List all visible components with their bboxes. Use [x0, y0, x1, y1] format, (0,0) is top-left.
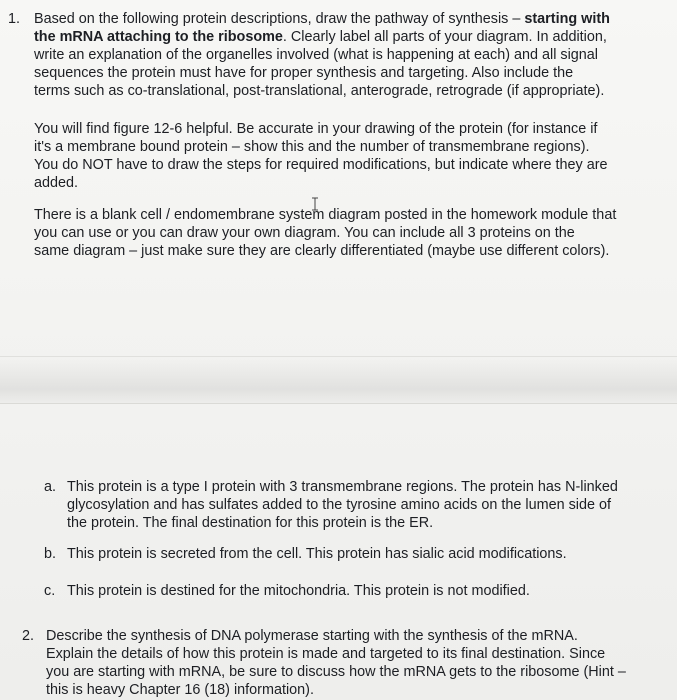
sub-item-a-line-2: glycosylation and has sulfates added to the tyrosine amino acids on the lumen side of — [67, 497, 611, 513]
sub-item-b — [67, 545, 567, 563]
figure-guidance-line-1: You will find figure 12-6 helpful. Be accurate in your drawing of the protein (for instance if — [34, 121, 598, 137]
sub-item-a — [67, 478, 618, 532]
instructions-line-4: sequences the protein must have for proper synthesis and targeting. Also include the — [34, 65, 574, 81]
question-2-line-1: Describe the synthesis of DNA polymerase starting with the synthesis of the mRNA. — [46, 628, 578, 644]
instructions-line-2 — [34, 28, 610, 46]
sub-item-c-letter: c. — [44, 583, 56, 599]
diagram-note-line-2: you can use or you can draw your own diagram. You can include all 3 proteins on the — [34, 225, 575, 241]
sub-item-a-letter: a. — [44, 479, 57, 495]
sub-item-c-line-1: This protein is destined for the mitochondria. This protein is not modified. — [67, 583, 530, 599]
figure-guidance-line-3: You do NOT have to draw the steps for required modifications, but indicate where they are — [34, 157, 608, 173]
question-2-line-4: this is heavy Chapter 16 (18) information). — [46, 682, 314, 698]
emphasis-mrna-attaching: the mRNA attaching to the ribosome — [34, 29, 283, 45]
sub-item-b-letter: b. — [44, 546, 57, 562]
question-2-number: 2. — [22, 628, 35, 644]
question-1-number: 1. — [8, 11, 21, 27]
question-1-instructions — [34, 10, 610, 100]
diagram-note-paragraph — [34, 206, 616, 260]
instructions-line-5: terms such as co-translational, post-translational, anterograde, retrograde (if appropriate). — [34, 83, 605, 99]
figure-guidance-line-2: it's a membrane bound protein – show this and the number of transmembrane regions). — [34, 139, 590, 155]
instructions-line-1 — [34, 10, 610, 28]
sub-item-a-line-3: the protein. The final destination for this protein is the ER. — [67, 515, 434, 531]
instructions-line-1-text: Based on the following protein descriptions, draw the pathway of synthesis – — [34, 11, 525, 27]
instructions-line-3: write an explanation of the organelles involved (what is happening at each) and all signal — [34, 47, 598, 63]
instructions-line-2-text: . Clearly label all parts of your diagram. In addition, — [282, 29, 607, 45]
figure-guidance-paragraph — [34, 120, 608, 192]
sub-item-c — [67, 582, 530, 600]
sub-item-a-line-1: This protein is a type I protein with 3 transmembrane regions. The protein has N-linked — [67, 479, 618, 495]
question-2-line-2: Explain the details of how this protein is made and targeted to its final destination. Since — [46, 646, 606, 662]
text-cursor-icon — [310, 197, 320, 211]
page-fold-shadow — [0, 356, 677, 404]
diagram-note-line-3: same diagram – just make sure they are clearly differentiated (maybe use different colors). — [34, 243, 610, 259]
question-2-text — [46, 627, 626, 699]
emphasis-starting-with: starting with — [524, 11, 610, 27]
question-2-line-3: you are starting with mRNA, be sure to discuss how the mRNA gets to the ribosome (Hint – — [46, 664, 626, 680]
sub-item-b-line-1: This protein is secreted from the cell. This protein has sialic acid modifications. — [67, 546, 567, 562]
diagram-note-line-1: There is a blank cell / endomembrane system diagram posted in the homework module that — [34, 207, 617, 223]
figure-guidance-line-4: added. — [34, 175, 79, 191]
